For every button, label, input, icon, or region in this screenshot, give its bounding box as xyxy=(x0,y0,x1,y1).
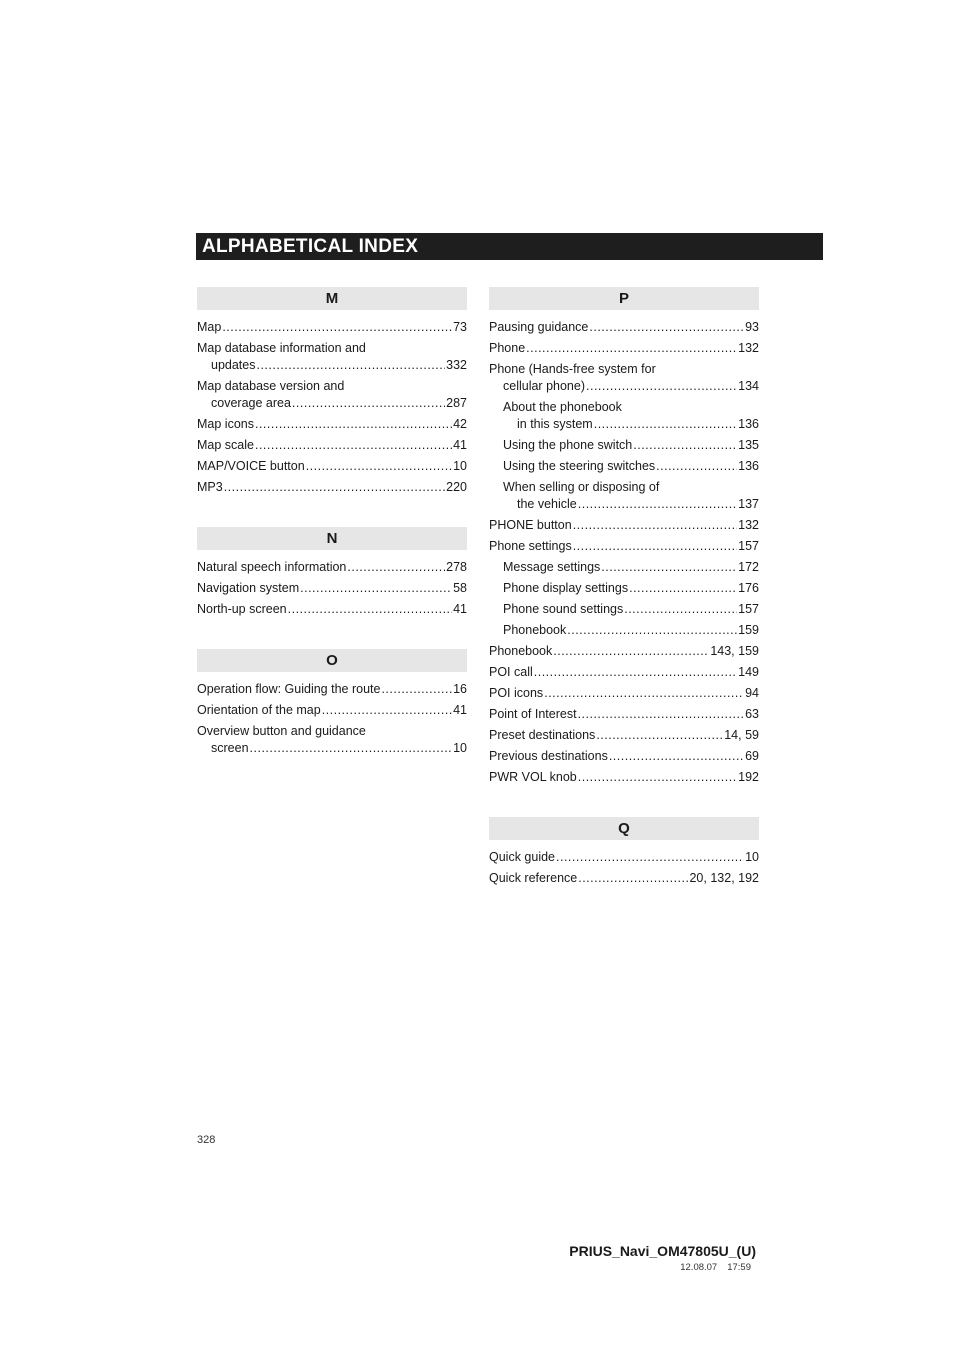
page-title: ALPHABETICAL INDEX xyxy=(202,236,419,257)
entry-term: POI call xyxy=(489,665,533,679)
entry-term: Phonebook xyxy=(489,644,553,658)
index-subentry xyxy=(489,559,759,576)
section-letter: P xyxy=(489,287,759,310)
entry-term: Pausing guidance xyxy=(489,320,589,334)
index-subentry xyxy=(489,622,759,639)
entry-term: About the phonebook xyxy=(503,400,622,414)
dot-leader xyxy=(526,340,737,357)
entry-term: the vehicle xyxy=(517,497,577,511)
entry-page-ref: 172 xyxy=(738,560,759,574)
entry-page-ref: 132 xyxy=(738,341,759,355)
entry-term: in this system xyxy=(517,417,593,431)
index-section-q xyxy=(489,817,759,887)
index-entry xyxy=(489,517,759,534)
index-section-o xyxy=(197,649,467,757)
document-code: PRIUS_Navi_OM47805U_(U) xyxy=(569,1243,756,1259)
entry-term: Phone settings xyxy=(489,539,572,553)
dot-leader xyxy=(578,706,745,723)
entry-page-ref: 332 xyxy=(446,358,467,372)
dot-leader xyxy=(556,849,744,866)
index-subentry xyxy=(489,458,759,475)
entry-term: Map database version and xyxy=(197,379,345,393)
entry-term: North-up screen xyxy=(197,602,287,616)
entry-page-ref: 220 xyxy=(446,480,467,494)
entry-term: Map database information and xyxy=(197,341,366,355)
entry-term: MAP/VOICE button xyxy=(197,459,305,473)
dot-leader xyxy=(578,496,737,513)
index-entry xyxy=(489,769,759,786)
entry-term: Overview button and guidance xyxy=(197,724,366,738)
entry-term: Phone sound settings xyxy=(503,602,624,616)
entry-page-ref: 63 xyxy=(745,707,759,721)
entry-term: Phone (Hands-free system for xyxy=(489,362,656,376)
index-entry xyxy=(197,723,467,757)
index-subentry xyxy=(489,601,759,618)
index-subentry xyxy=(489,399,759,433)
entry-term: Preset destinations xyxy=(489,728,596,742)
entry-page-ref: 159 xyxy=(738,623,759,637)
index-section-n xyxy=(197,527,467,618)
dot-leader xyxy=(596,727,723,744)
dot-leader xyxy=(573,517,737,534)
index-entry xyxy=(489,727,759,744)
entry-term: Quick reference xyxy=(489,871,578,885)
dot-leader xyxy=(578,769,737,786)
dot-leader xyxy=(292,395,445,412)
index-entry xyxy=(489,643,759,660)
index-entry xyxy=(489,849,759,866)
entry-page-ref: 192 xyxy=(738,770,759,784)
print-timestamp xyxy=(670,1262,751,1273)
index-entry xyxy=(197,559,467,576)
entry-term: PHONE button xyxy=(489,518,572,532)
index-entry xyxy=(197,319,467,336)
entry-page-ref: 10 xyxy=(745,850,759,864)
entry-page-ref: 93 xyxy=(745,320,759,334)
entry-page-ref: 41 xyxy=(453,602,467,616)
entry-term: Map icons xyxy=(197,417,254,431)
entry-page-ref: 10 xyxy=(453,459,467,473)
entry-term: Message settings xyxy=(503,560,601,574)
entry-term: Orientation of the map xyxy=(197,703,321,717)
entry-page-ref: 287 xyxy=(446,396,467,410)
dot-leader xyxy=(347,559,445,576)
entry-page-ref: 58 xyxy=(453,581,467,595)
entry-page-ref: 132 xyxy=(738,518,759,532)
entry-term: Using the steering switches xyxy=(503,459,656,473)
section-letter: Q xyxy=(489,817,759,840)
entry-term: Phone display settings xyxy=(503,581,629,595)
dot-leader xyxy=(586,378,737,395)
index-entry xyxy=(197,702,467,719)
dot-leader xyxy=(589,319,744,336)
entry-page-ref: 41 xyxy=(453,703,467,717)
dot-leader xyxy=(322,702,452,719)
index-entry xyxy=(489,706,759,723)
dot-leader xyxy=(255,416,452,433)
entry-term: Phone xyxy=(489,341,526,355)
index-entry xyxy=(489,870,759,887)
dot-leader xyxy=(656,458,737,475)
entry-page-ref: 176 xyxy=(738,581,759,595)
index-subentry xyxy=(489,580,759,597)
index-entry xyxy=(197,378,467,412)
entry-term: Phonebook xyxy=(503,623,567,637)
dot-leader xyxy=(633,437,737,454)
entry-term: coverage area xyxy=(211,396,291,410)
dot-leader xyxy=(578,870,688,887)
dot-leader xyxy=(381,681,452,698)
index-entry xyxy=(197,458,467,475)
dot-leader xyxy=(567,622,737,639)
index-column-right xyxy=(489,287,759,918)
entry-term: Map scale xyxy=(197,438,254,452)
index-entry xyxy=(197,601,467,618)
index-entry xyxy=(197,479,467,496)
dot-leader xyxy=(255,437,452,454)
dot-leader xyxy=(624,601,737,618)
index-entry xyxy=(197,437,467,454)
index-entry xyxy=(197,681,467,698)
index-entry xyxy=(489,361,759,395)
entry-page-ref: 134 xyxy=(738,379,759,393)
section-letter: O xyxy=(197,649,467,672)
dot-leader xyxy=(256,357,445,374)
entry-page-ref: 135 xyxy=(738,438,759,452)
entry-page-ref: 16 xyxy=(453,682,467,696)
entry-page-ref: 94 xyxy=(745,686,759,700)
entry-page-ref: 69 xyxy=(745,749,759,763)
entry-page-ref: 278 xyxy=(446,560,467,574)
index-subentry xyxy=(489,479,759,513)
index-entry xyxy=(489,685,759,702)
section-header-bar xyxy=(196,233,823,260)
entry-page-ref: 41 xyxy=(453,438,467,452)
entry-page-ref: 42 xyxy=(453,417,467,431)
entry-page-ref: 137 xyxy=(738,497,759,511)
index-entry xyxy=(197,340,467,374)
entry-page-ref: 157 xyxy=(738,602,759,616)
dot-leader xyxy=(306,458,452,475)
entry-term: Quick guide xyxy=(489,850,556,864)
index-section-m xyxy=(197,287,467,496)
index-entry xyxy=(489,538,759,555)
entry-page-ref: 136 xyxy=(738,417,759,431)
entry-term: Previous destinations xyxy=(489,749,608,763)
entry-term: Operation flow: Guiding the route xyxy=(197,682,381,696)
section-letter: M xyxy=(197,287,467,310)
index-entry xyxy=(489,748,759,765)
dot-leader xyxy=(250,740,453,757)
dot-leader xyxy=(300,580,452,597)
dot-leader xyxy=(544,685,744,702)
entry-page-ref: 73 xyxy=(453,320,467,334)
entry-term: Point of Interest xyxy=(489,707,577,721)
entry-term: cellular phone) xyxy=(503,379,585,393)
dot-leader xyxy=(553,643,709,660)
entry-page-ref: 10 xyxy=(453,741,467,755)
entry-term: Navigation system xyxy=(197,581,300,595)
entry-term: MP3 xyxy=(197,480,223,494)
dot-leader xyxy=(224,479,445,496)
entry-term: Map xyxy=(197,320,222,334)
entry-term: Natural speech information xyxy=(197,560,347,574)
index-entry xyxy=(197,580,467,597)
dot-leader xyxy=(534,664,737,681)
entry-page-ref: 143, 159 xyxy=(710,644,759,658)
dot-leader xyxy=(629,580,737,597)
section-letter: N xyxy=(197,527,467,550)
index-entry xyxy=(489,664,759,681)
index-entry xyxy=(197,416,467,433)
entry-term: POI icons xyxy=(489,686,544,700)
entry-page-ref: 20, 132, 192 xyxy=(689,871,759,885)
dot-leader xyxy=(288,601,452,618)
entry-page-ref: 157 xyxy=(738,539,759,553)
print-time: 17:59 xyxy=(727,1262,751,1273)
entry-term: PWR VOL knob xyxy=(489,770,577,784)
entry-term: When selling or disposing of xyxy=(503,480,660,494)
page-number: 328 xyxy=(197,1134,216,1146)
index-entry xyxy=(489,319,759,336)
dot-leader xyxy=(601,559,737,576)
entry-page-ref: 14, 59 xyxy=(724,728,759,742)
index-subentry xyxy=(489,437,759,454)
print-date: 12.08.07 xyxy=(680,1262,718,1273)
entry-page-ref: 136 xyxy=(738,459,759,473)
dot-leader xyxy=(573,538,737,555)
dot-leader xyxy=(609,748,744,765)
index-column-left xyxy=(197,287,467,788)
entry-page-ref: 149 xyxy=(738,665,759,679)
index-section-p xyxy=(489,287,759,786)
dot-leader xyxy=(222,319,452,336)
entry-term: Using the phone switch xyxy=(503,438,633,452)
index-entry xyxy=(489,340,759,357)
entry-term: updates xyxy=(211,358,256,372)
dot-leader xyxy=(594,416,737,433)
entry-term: screen xyxy=(211,741,249,755)
